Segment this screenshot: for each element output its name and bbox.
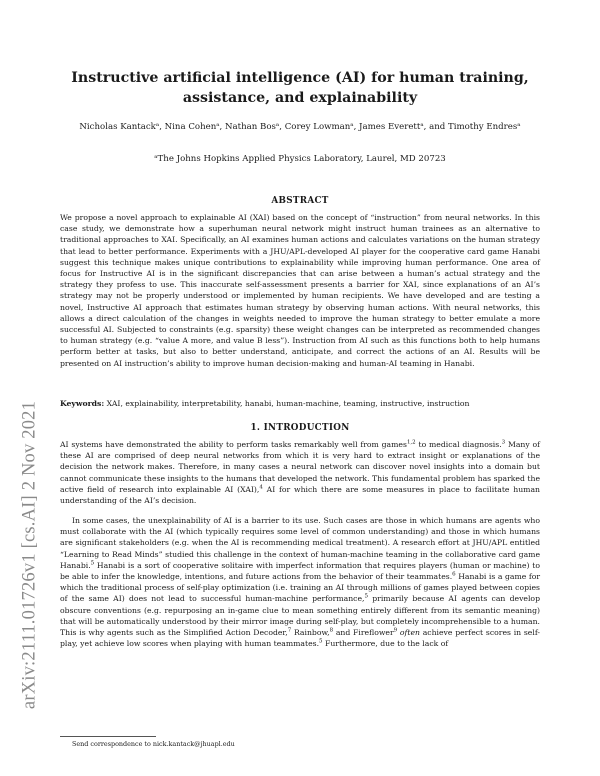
intro-p2-text-i: Furthermore, due to the lack of: [322, 639, 449, 649]
citation-ref[interactable]: 3: [501, 439, 506, 446]
intro-paragraph-1: [60, 439, 540, 506]
abstract-text: We propose a novel approach to explainable AI (XAI) based on the concept of “instruction” from neural networks. In this case study, we demonstrate how a superhuman neural network might instruct human trainees as an alternative to traditional approaches to XAI. Specifically, an AI examines human actions and calculates variations on the human strategy that lead to better performance. Experiments with a JHU/APL-developed AI player for the cooperative card game Hanabi suggest this technique makes unique contributions to explainability while improving human performance. One area of focus for Instructive AI is in the significant discrepancies that can arise between a human’s actual strategy and the strategy they profess to use. This inaccurate self-assessment presents a barrier for XAI, since explanations of an AI’s strategy may not be properly understood or implemented by human recipients. We have developed and are testing a novel, Instructive AI approach that estimates human strategy by observing human actions. With neural networks, this allows a direct calculation of the changes in weights needed to improve the human strategy to better emulate a more successful AI. Subjected to constraints (e.g. sparsity) these weight changes can be interpreted as recommended changes to human strategy (e.g. “value A more, and value B less”). Instruction from AI such as this functions both to help humans perform better at tasks, but also to better understand, anticipate, and correct the actions of an AI. Results will be presented on AI instruction’s ability to improve human decision-making and human-AI teaming in Hanabi.: [60, 213, 540, 368]
correspondence-footnote: Send correspondence to nick.kantack@jhuapl.edu: [72, 740, 235, 748]
intro-p1-text-d: AI for which there are some measures in place to facilitate human understanding of the AI’s decision.: [60, 484, 540, 506]
paper-title: Instructive artificial intelligence (AI) for human training, assistance, and explainability: [71, 70, 529, 106]
citation-ref[interactable]: 5: [90, 560, 95, 567]
intro-paragraph-2: [60, 515, 540, 649]
citation-ref[interactable]: 8: [329, 627, 334, 634]
footnote-divider: [60, 736, 156, 737]
introduction-heading: 1. INTRODUCTION: [250, 423, 350, 433]
citation-ref[interactable]: 4: [259, 484, 263, 491]
keywords-text: XAI, explainability, interpretability, hanabi, human-machine, teaming, instructive, instruction: [106, 399, 470, 408]
citation-ref[interactable]: 9: [393, 627, 398, 634]
emphasis-often: often: [397, 628, 420, 638]
arxiv-sidebar: [10, 180, 50, 710]
intro-p2-text-a: In some cases, the unexplainability of AI is a barrier to its use. Such cases are those in which humans are agents who must collaborate with the AI (which typically requires some level of common understanding) and those in which humans are significant stakeholders (e.g. when the AI is recommending medical treatment). A research effort at JHU/APL entitled “Learning to Read Minds” studied this challenge in the context of human-machine teaming in the collaborative card game Hanabi.: [60, 516, 540, 570]
intro-p1-text-a: AI systems have demonstrated the ability to perform tasks remarkably well from games: [60, 440, 407, 449]
arxiv-identifier: arXiv:2111.01726v1 [cs.AI] 2 Nov 2021: [19, 400, 40, 710]
citation-ref[interactable]: 5: [319, 638, 323, 645]
affiliation: ᵃThe Johns Hopkins Applied Physics Laboratory, Laurel, MD 20723: [154, 154, 446, 164]
keywords-line: [60, 398, 540, 409]
citation-ref[interactable]: 1,2: [406, 439, 416, 446]
keywords-label: Keywords:: [60, 399, 105, 408]
intro-p1-text-c: Many of these AI are comprised of deep neural networks from which it is very hard to extract insight or explanations of the decision the network makes. Therefore, in many cases a neural network can discover novel insights into a domain but cannot communicate these insights to the humans that developed the network. This fundamental problem has sparked the active field of research into explainable AI (XAI),: [60, 440, 540, 494]
intro-p2-text-d: primarily because AI agents can develop obscure conventions (e.g. repurposing an in-game clue to mean something entirely different from its semantic meaning) that will be automatically understood by their mirror image during self-play, but completely incomprehensible to a human. This is why agents such as the Simplified Action Decoder,: [60, 594, 540, 638]
abstract-heading: ABSTRACT: [271, 196, 329, 206]
intro-p2-text-f: and Fireflower: [333, 628, 394, 638]
intro-p2-text-c: Hanabi is a game for which the traditional process of self-play optimization (i.e. training an AI through millions of games played between copies of the same AI) does not lead to successful human-machine performance,: [60, 572, 540, 604]
author-list: Nicholas Kantackᵃ, Nina Cohenᵃ, Nathan Bosᵃ, Corey Lowmanᵃ, James Everettᵃ, and Timothy Endresᵃ: [79, 122, 521, 132]
intro-p1-text-b: to medical diagnosis.: [415, 440, 502, 449]
citation-ref[interactable]: 5: [364, 593, 368, 600]
citation-ref[interactable]: 7: [287, 627, 292, 634]
intro-p2-text-b: Hanabi is a sort of cooperative solitaire with imperfect information that requires players (human or machine) to be able to infer the knowledge, intentions, and future actions from the behavior of their teammates.: [60, 560, 540, 582]
intro-p2-text-h: achieve perfect scores in self-play, yet achieve low scores when playing with human teammates.: [60, 628, 540, 649]
citation-ref[interactable]: 6: [452, 571, 456, 578]
intro-p2-text-e: Rainbow,: [291, 628, 330, 638]
